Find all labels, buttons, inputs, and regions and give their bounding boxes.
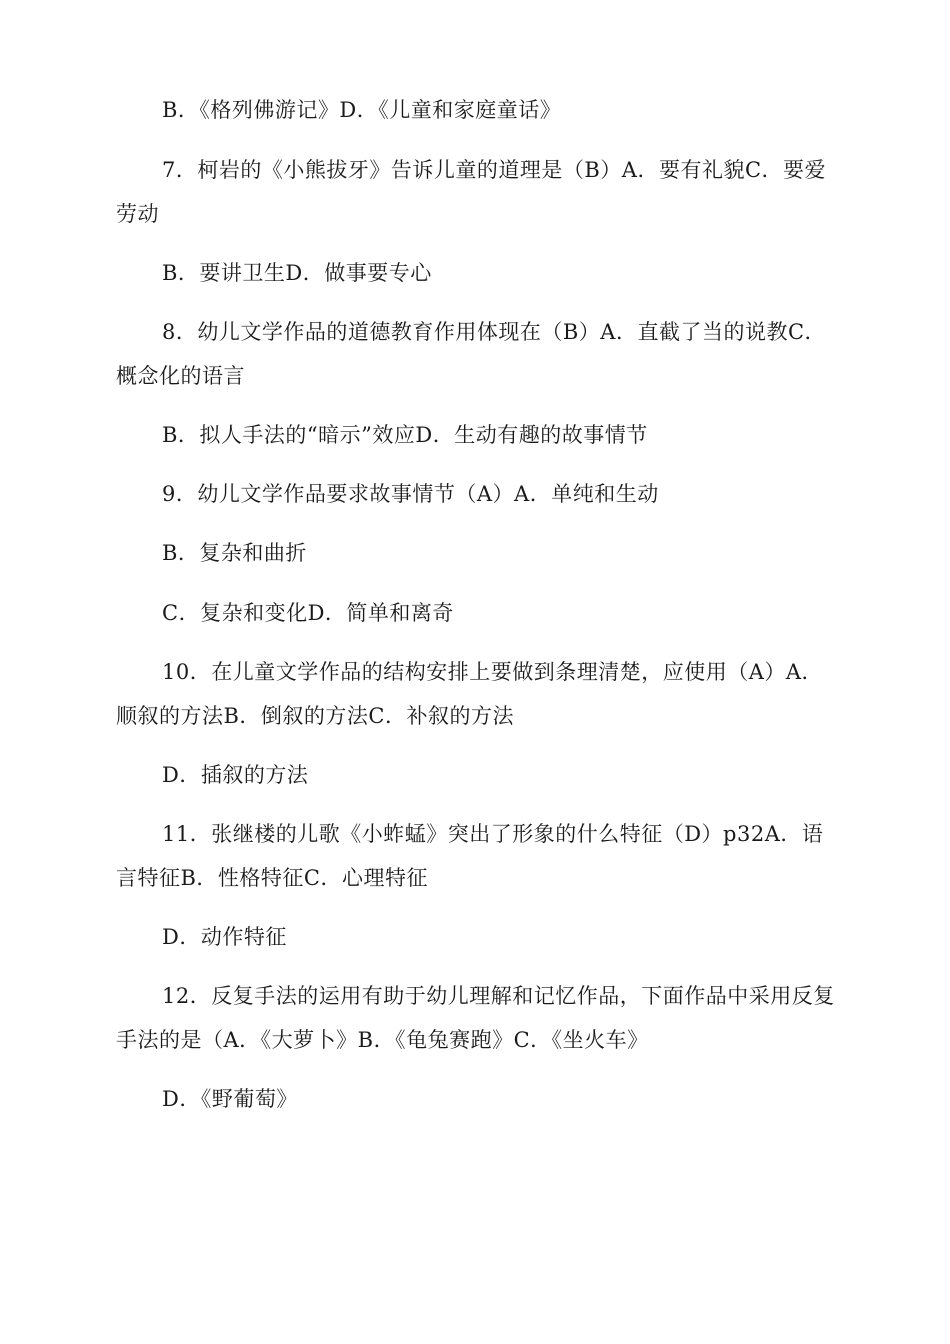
- paragraph-question-10: 10．在儿童文学作品的结构安排上要做到条理清楚，应使用（A）A．顺叙的方法B．倒叙的方法C．补叙的方法: [116, 660, 824, 728]
- paragraph-question-8: 8．幼儿文学作品的道德教育作用体现在（B）A．直截了当的说教C．概念化的语言: [116, 320, 827, 388]
- paragraph-question-7: 7．柯岩的《小熊拔牙》告诉儿童的道理是（B）A．要有礼貌C．要爱劳动: [116, 158, 827, 226]
- paragraph-question-11-option-d: D．动作特征: [162, 925, 287, 949]
- paragraph-option-b-d: B．《格列佛游记》D．《儿童和家庭童话》: [162, 98, 562, 122]
- paragraph-question-10-option-d: D．插叙的方法: [162, 763, 309, 787]
- paragraph-question-9-option-cd: C．复杂和变化D．简单和离奇: [162, 601, 454, 625]
- paragraph-question-9: 9．幼儿文学作品要求故事情节（A）A．单纯和生动: [162, 482, 659, 506]
- paragraph-question-11: 11．张继楼的儿歌《小蚱蜢》突出了形象的什么特征（D）p32A．语言特征B．性格特征C．心理特征: [116, 822, 824, 890]
- paragraph-question-12-option-d: D．《野葡萄》: [162, 1087, 298, 1111]
- paragraph-question-12: 12．反复手法的运用有助于幼儿理解和记忆作品，下面作品中采用反复手法的是（A．《大萝卜》B．《龟兔赛跑》C．《坐火车》: [116, 984, 835, 1052]
- paragraph-question-7-options: B．要讲卫生D．做事要专心: [162, 261, 432, 285]
- paragraph-question-9-option-b: B．复杂和曲折: [162, 541, 307, 565]
- paragraph-question-8-options: B．拟人手法的“暗示”效应D．生动有趣的故事情节: [162, 423, 648, 447]
